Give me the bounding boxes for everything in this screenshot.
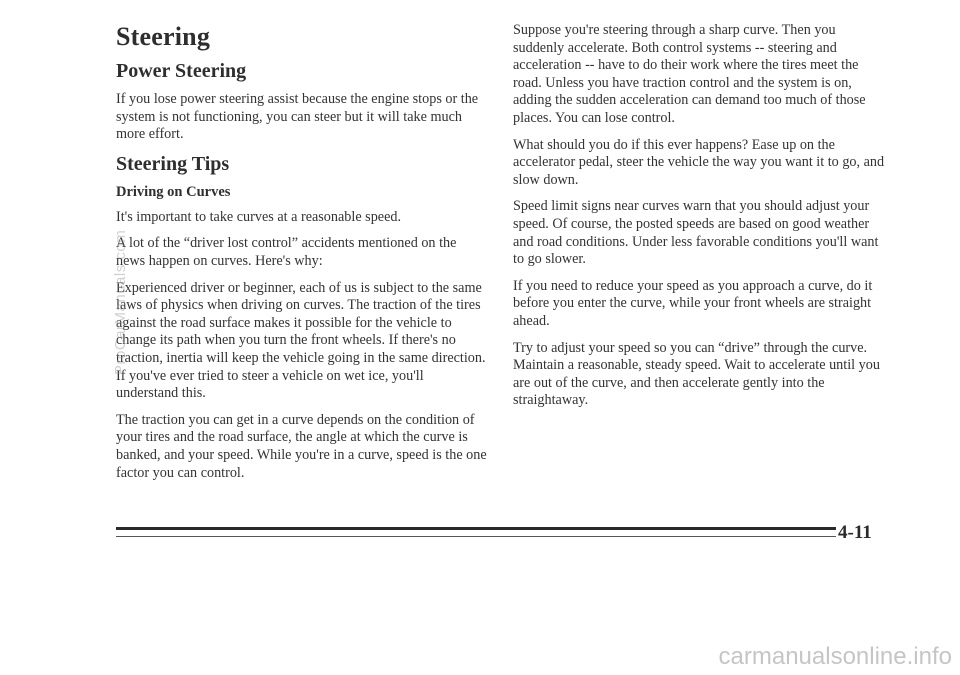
paragraph: What should you do if this ever happens? Ease up on the accelerator pedal, steer the vehicle the way you want it to go, and slow down. bbox=[513, 136, 885, 188]
page-title: Steering bbox=[116, 22, 211, 51]
side-watermark: ProCarManuals.com bbox=[112, 229, 129, 375]
paragraph: Experienced driver or beginner, each of us is subject to the same laws of physics when driving on curves. The traction of the tires against the road surface makes it possible for the vehicle to change its path when you turn the front wheels. If there's no traction, inertia will keep the vehicle going in the same direction. If you've ever tried to steer a vehicle on wet ice, you'll understand this. bbox=[116, 279, 486, 402]
page-number: 4-11 bbox=[838, 522, 872, 543]
paragraph: If you lose power steering assist because the engine stops or the system is not functioning, you can steer but it will take much more effort. bbox=[116, 91, 479, 143]
bottom-watermark: carmanualsonline.info bbox=[718, 643, 952, 670]
footer-rule-thick bbox=[116, 527, 836, 530]
paragraph: Speed limit signs near curves warn that you should adjust your speed. Of course, the posted speeds are based on good weather and road conditions. Under less favorable conditions you'll want to go slower. bbox=[513, 198, 879, 268]
paragraph: Suppose you're steering through a sharp curve. Then you suddenly accelerate. Both control systems -- steering and acceleration -- have to do their work where the tires meet the road. Unless you have traction control and the system is on, adding the sudden acceleration can demand too much of those places. You can lose control. bbox=[513, 22, 866, 126]
paragraph: The traction you can get in a curve depends on the condition of your tires and the road surface, the angle at which the curve is banked, and your speed. While you're in a curve, speed is the one factor you can control. bbox=[116, 411, 487, 481]
right-column bbox=[513, 22, 885, 419]
subheading-driving-on-curves: Driving on Curves bbox=[116, 183, 231, 200]
footer-rule-thin bbox=[116, 536, 836, 537]
paragraph: It's important to take curves at a reasonable speed. bbox=[116, 208, 402, 225]
section-heading-power-steering: Power Steering bbox=[116, 60, 247, 82]
paragraph: A lot of the “driver lost control” accidents mentioned on the news happen on curves. Here's why: bbox=[116, 235, 457, 269]
left-column bbox=[116, 22, 488, 491]
section-heading-steering-tips: Steering Tips bbox=[116, 152, 230, 175]
paragraph: If you need to reduce your speed as you approach a curve, do it before you enter the curve, while your front wheels are straight ahead. bbox=[513, 277, 873, 329]
paragraph: Try to adjust your speed so you can “drive” through the curve. Maintain a reasonable, steady speed. Wait to accelerate until you are out of the curve, and then accelerate gently into the straightaway. bbox=[513, 339, 880, 409]
